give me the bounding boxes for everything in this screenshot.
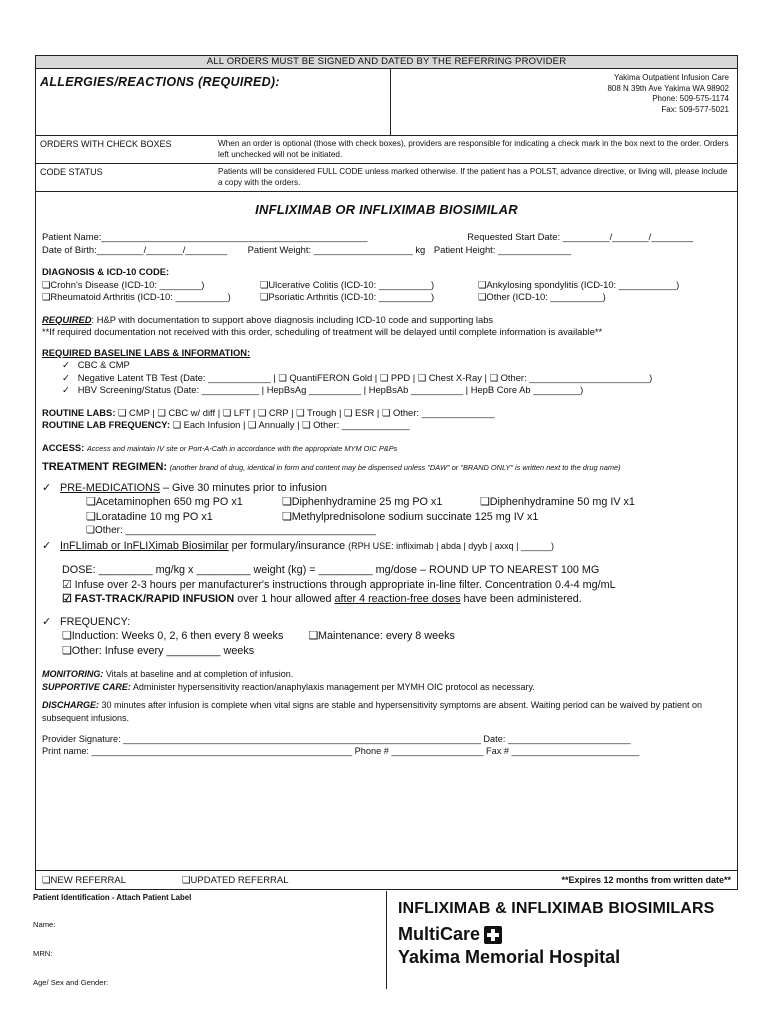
multicare-logo-icon — [484, 926, 502, 944]
premed-diphen-iv[interactable]: ❏ Diphenhydramine 50 mg IV x1 — [480, 495, 698, 510]
form-body: INFLIXIMAB OR INFLIXIMAB BIOSIMILAR Patient Name:___________________________________________________ Requested Start Date: _________/_______/________ Date of Birth:_________/_______/________ Patient Weight: ___________________ kg Patient Height: ______________ DIAGNOSIS & ICD-10 CODE: ❏ Crohn's Disease (ICD-10: ________) ❏ Ulcerative Colitis (ICD-10: __________) ❏ Ankylosing spondylitis (ICD-10: ___________) ❏ Rheumatoid Arthritis (ICD-10: __________) ❏ Psoriatic Arthritis (ICD-10: __________) ❏ Other (ICD-10: __________) REQUIRED: H&P with documentation to support above diagnosis including ICD-10 code and supporting labs **If required documentation not received with this order, scheduling of treatment will be delayed until complete information is available** REQUIRED BASELINE LABS & INFORMATION: ✓ CBC & CMP ✓ Negative Latent TB Test (Date: ____________ | ❏ QuantiFERON Gold | ❏ PPD | ❏ Chest X-Ray | ❏ Other: _______________________) ✓ HBV Screening/Status (Date: ___________ | HepBsAg __________ | HepBsAb __________ | HepB Core Ab _________) ROUTINE LABS: ❏ CMP | ❏ CBC w/ diff | ❏ LFT | ❏ CRP | ❏ Trough | ❏ ESR | ❏ Other: ______________ ROUTINE LAB FREQUENCY: ❏ Each Infusion | ❏ Annually | ❏ Other: _____________ ACCESS: Access and maintain IV site or Port-A-Cath in accordance with the appropriate MYM OIC P&Ps TREATMENT REGIMEN: (another brand of drug, identical in form and content may be dispensed unless "DAW" or "BRAND ONLY" is written next to the drug name) ✓ PRE-MEDICATIONS – Give 30 minutes prior to infusion ❏ Acetaminophen 650 mg PO x1 ❏ Diphenhydramine 25 mg PO x1 ❏ Diphenhydramine 50 mg IV x1 ❏ Loratadine 10 mg PO x1 ❏ Methylprednisolone sodium succinate 125 mg IV x1 ❏ Other: _____________________________________________ ✓ InFLIimab or InFLIXimab Biosimilar per formulary/insurance (RPH USE: infliximab | abda | dyyb | axxq | ______) DOSE: _________ mg/kg x _________ weight (kg) = _________ mg/dose – ROUND UP TO NEAREST 100 MG ☑ Infuse over 2-3 hours per manufacturer's instructions through appropriate in-line filter. Concentration 0.4-4 mg/mL ☑ FAST-TRACK/RAPID INFUSION over 1 hour allowed after 4 reaction-free doses have been administered. ✓ FREQUENCY: ❏ Induction: Weeks 0, 2, 6 then every 8 weeks ❏ Maintenance: every 8 weeks ❏ Other: Infuse every _________ weeks MONITORING: Vitals at baseline and at completion of infusion. SUPPORTIVE CARE: Administer hypersensitivity reaction/anaphylaxis management per MYMH OIC protocol as necessary. DISCHARGE: 30 minutes after infusion is complete when vital signs are stable and hypersensitivity symptoms are absent. Waiting period can be waived by patient on subsequent infusions. Provider Signature: ______________________________________________________________________ Date: ________________________ Print name: ___________________________________________________ Phone # __________________ Fax # _________________________ — [36, 192, 737, 757]
patient-name-field[interactable]: Patient Name:___________________________________________________ — [42, 231, 368, 242]
premed-heading: ✓ PRE-MEDICATIONS – Give 30 minutes prior to infusion — [42, 481, 327, 494]
dose-line[interactable]: DOSE: _________ mg/kg x _________ weight (kg) = _________ mg/dose – ROUND UP TO NEAREST 100 MG — [62, 564, 600, 576]
regimen-heading: TREATMENT REGIMEN: (another brand of drug, identical in form and content may be dispensed unless "DAW" or "BRAND ONLY" is written next to the drug name) — [42, 461, 621, 473]
check-icon: ✓ — [62, 371, 73, 383]
premed-loratadine[interactable]: ❏ Loratadine 10 mg PO x1 — [86, 510, 282, 525]
drug-title: INFLIXIMAB & INFLIXIMAB BIOSIMILARS — [398, 900, 715, 917]
dob-field[interactable]: Date of Birth:_________/_______/________ — [42, 243, 228, 255]
allergies-label: ALLERGIES/REACTIONS (REQUIRED): — [36, 69, 391, 135]
hbv-line[interactable]: HBV Screening/Status (Date: ___________ | HepBsAg __________ | HepBsAb __________ | HepB Core Ab _________) — [77, 384, 584, 395]
footer-divider — [386, 891, 387, 989]
footer-branding — [398, 900, 714, 968]
supportive-line: SUPPORTIVE CARE: Administer hypersensitivity reaction/anaphylaxis management per MYMH OIC protocol as necessary. — [42, 681, 535, 692]
dx-uc-checkbox[interactable]: ❏ Ulcerative Colitis (ICD-10: __________) — [260, 279, 478, 292]
required-docs: REQUIRED: H&P with documentation to support above diagnosis including ICD-10 code and supporting labs — [42, 313, 494, 325]
label-mrn: MRN: — [33, 949, 53, 958]
premed-acetaminophen[interactable]: ❏ Acetaminophen 650 mg PO x1 — [86, 495, 282, 510]
premed-other[interactable]: ❏ Other: _____________________________________________ — [42, 524, 731, 539]
provider-signature-field[interactable]: Provider Signature: ______________________________________________________________________ Date: ________________________ — [42, 734, 631, 744]
freq-other-checkbox[interactable]: ❏ Other: Infuse every _________ weeks — [42, 644, 731, 659]
hospital-name: Yakima Memorial Hospital — [398, 947, 621, 967]
referral-row — [36, 870, 737, 889]
freq-induction-checkbox[interactable]: ❏ Induction: Weeks 0, 2, 6 then every 8 weeks — [62, 630, 283, 642]
required-note: **If required documentation not received with this order, scheduling of treatment will be delayed until complete information is available** — [42, 326, 603, 337]
signature-banner: ALL ORDERS MUST BE SIGNED AND DATED BY THE REFERRING PROVIDER — [36, 56, 737, 69]
height-field[interactable]: Patient Height: ______________ — [433, 243, 571, 255]
dx-as-checkbox[interactable]: ❏ Ankylosing spondylitis (ICD-10: ___________) — [478, 279, 696, 292]
dx-ra-checkbox[interactable]: ❏ Rheumatoid Arthritis (ICD-10: __________) — [42, 291, 260, 304]
baseline-heading: REQUIRED BASELINE LABS & INFORMATION: — [42, 346, 251, 358]
tb-test-line[interactable]: Negative Latent TB Test (Date: ____________ | ❏ QuantiFERON Gold | ❏ PPD | ❏ Chest X-Ray | ❏ Other: _______________________) — [77, 371, 653, 383]
weight-field[interactable]: Patient Weight: ___________________ kg — [247, 243, 426, 255]
print-name-field[interactable]: Print name: ___________________________________________________ Phone # __________________ Fax # _________________________ — [42, 745, 640, 756]
frequency-heading: ✓ FREQUENCY: — [42, 615, 131, 628]
new-referral-checkbox[interactable]: ❏ NEW REFERRAL — [42, 875, 182, 886]
check-icon: ✓ — [62, 384, 73, 395]
freq-maintenance-checkbox[interactable]: ❏ Maintenance: every 8 weeks — [308, 630, 455, 642]
dx-other-checkbox[interactable]: ❏ Other (ICD-10: __________) — [478, 291, 696, 304]
check-icon: ✓ — [62, 359, 73, 370]
label-age: Age/ Sex and Gender: — [33, 978, 109, 987]
info-row-check-boxes: ORDERS WITH CHECK BOXES When an order is optional (those with check boxes), providers are responsible for indicating a check mark in the box next to the order. Orders left unchecked will not be initiated. — [36, 136, 737, 164]
label-name: Name: — [33, 920, 56, 929]
dx-crohns-checkbox[interactable]: ❏ Crohn's Disease (ICD-10: ________) — [42, 279, 260, 292]
order-form — [35, 55, 738, 890]
infuse-line[interactable]: ☑ Infuse over 2-3 hours per manufacturer's instructions through appropriate in-line filter. Concentration 0.4-4 mg/mL — [62, 578, 616, 591]
access-line: ACCESS: Access and maintain IV site or Port-A-Cath in accordance with the appropriate MYM OIC P&Ps — [42, 441, 398, 453]
updated-referral-checkbox[interactable]: ❏ UPDATED REFERRAL — [182, 875, 512, 886]
drug-line: ✓ InFLIimab or InFLIXimab Biosimilar per formulary/insurance (RPH USE: infliximab | abda | dyyb | axxq | ______) — [42, 539, 555, 552]
form-title: INFLIXIMAB OR INFLIXIMAB BIOSIMILAR — [255, 202, 518, 217]
allergy-row — [36, 69, 737, 136]
routine-frequency: ROUTINE LAB FREQUENCY: ❏ Each Infusion | ❏ Annually | ❏ Other: _____________ — [42, 419, 410, 430]
patient-id-box: Patient Identification - Attach Patient Label Name: MRN: Age/ Sex and Gender: — [33, 893, 383, 1007]
discharge-line: DISCHARGE: 30 minutes after infusion is complete when vital signs are stable and hypersensitivity symptoms are absent. Waiting period can be waived by patient on subsequent infusions. — [42, 700, 702, 723]
fast-track-line[interactable]: ☑ FAST-TRACK/RAPID INFUSION over 1 hour allowed after 4 reaction-free doses have been administered. — [62, 593, 582, 605]
premed-methylpred[interactable]: ❏ Methylprednisolone sodium succinate 125 mg IV x1 — [282, 510, 682, 525]
diagnosis-heading: DIAGNOSIS & ICD-10 CODE: — [42, 266, 170, 277]
monitoring-line: MONITORING: Vitals at baseline and at completion of infusion. — [42, 669, 294, 679]
dx-psa-checkbox[interactable]: ❏ Psoriatic Arthritis (ICD-10: __________) — [260, 291, 478, 304]
org-name: MultiCare — [398, 924, 481, 944]
routine-labs: ROUTINE LABS: ❏ CMP | ❏ CBC w/ diff | ❏ LFT | ❏ CRP | ❏ Trough | ❏ ESR | ❏ Other: ______________ — [42, 406, 495, 418]
clinic-address: Yakima Outpatient Infusion Care 808 N 39th Ave Yakima WA 98902 Phone: 509-575-1174 Fax: 509-577-5021 — [607, 73, 729, 114]
premed-diphen-po[interactable]: ❏ Diphenhydramine 25 mg PO x1 — [282, 495, 480, 510]
start-date-field[interactable]: Requested Start Date: _________/_______/________ — [467, 231, 693, 242]
info-row-code-status: CODE STATUS Patients will be considered FULL CODE unless marked otherwise. If the patient has a POLST, advance directive, or living will, please include a copy with the orders. — [36, 164, 737, 192]
expiry-note: **Expires 12 months from written date** — [561, 875, 731, 885]
